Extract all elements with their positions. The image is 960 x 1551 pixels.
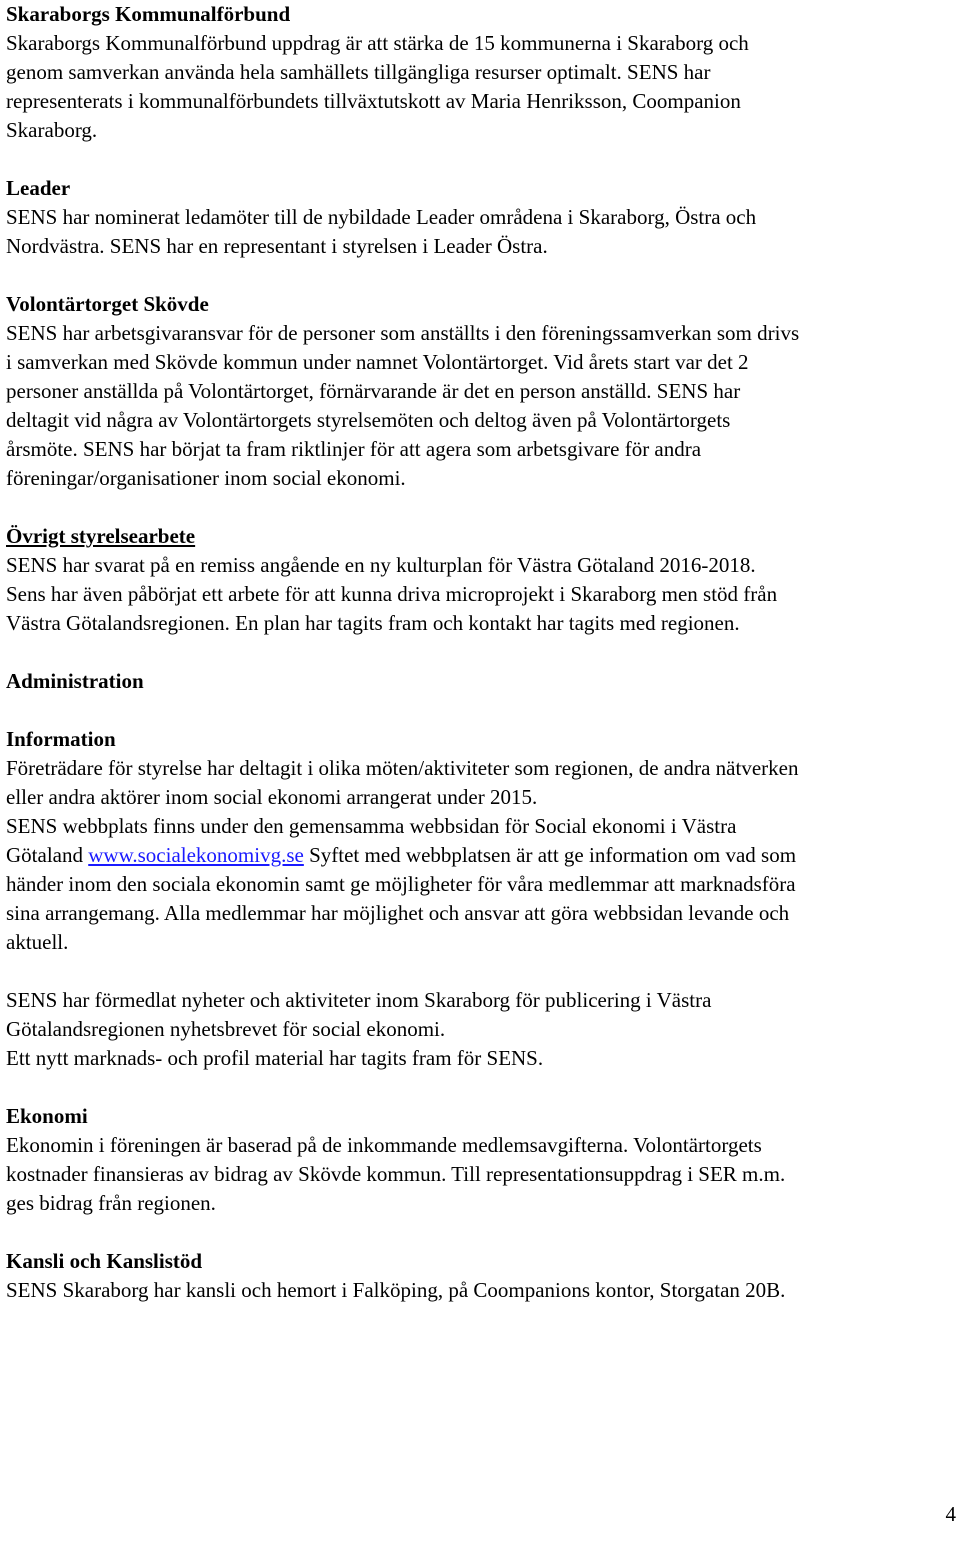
paragraph	[6, 754, 958, 957]
paragraph	[6, 1131, 958, 1218]
paragraph	[6, 551, 958, 638]
text-line: Skaraborg.	[6, 118, 98, 142]
text-line: ges bidrag från regionen.	[6, 1191, 216, 1215]
text-line: Företrädare för styrelse har deltagit i olika möten/aktiviteter som regionen, de andra nätverken	[6, 756, 799, 780]
spacer	[6, 145, 958, 174]
section-administration	[6, 667, 958, 696]
section-kommunalforbund	[6, 0, 958, 145]
text-line: Västra Götalandsregionen. En plan har tagits fram och kontakt har tagits med regionen.	[6, 611, 740, 635]
section-heading: Administration	[6, 669, 144, 693]
document-page	[6, 0, 958, 1305]
text-line-with-link	[6, 841, 958, 870]
text-line: representerats i kommunalförbundets tillväxtutskott av Maria Henriksson, Coompanion	[6, 89, 741, 113]
page-number: 4	[945, 1502, 956, 1526]
spacer	[6, 638, 958, 667]
spacer	[6, 1073, 958, 1102]
text-line: SENS webbplats finns under den gemensamma webbsidan för Social ekonomi i Västra	[6, 814, 737, 838]
section-heading: Information	[6, 727, 116, 751]
section-heading: Övrigt styrelsearbete	[6, 524, 196, 548]
section-heading: Volontärtorget Skövde	[6, 292, 209, 316]
paragraph	[6, 29, 958, 145]
text-line: personer anställda på Volontärtorget, förnärvarande är det en person anställd. SENS har	[6, 379, 741, 403]
text-line: Götalandsregionen nyhetsbrevet för social ekonomi.	[6, 1017, 446, 1041]
text-line: SENS Skaraborg har kansli och hemort i Falköping, på Coompanions kontor, Storgatan 20B.	[6, 1278, 786, 1302]
section-ekonomi	[6, 1102, 958, 1218]
text-line: Ekonomin i föreningen är baserad på de inkommande medlemsavgifterna. Volontärtorgets	[6, 1133, 762, 1157]
paragraph	[6, 203, 958, 261]
spacer	[6, 696, 958, 725]
text-line: eller andra aktörer inom social ekonomi arrangerat under 2015.	[6, 785, 538, 809]
text-line: SENS har svarat på en remiss angående en ny kulturplan för Västra Götaland 2016-2018.	[6, 553, 756, 577]
spacer	[6, 493, 958, 522]
section-information	[6, 725, 958, 1073]
text-line: Sens har även påbörjat ett arbete för att kunna driva microprojekt i Skaraborg men stöd från	[6, 582, 778, 606]
text-line: deltagit vid några av Volontärtorgets styrelsemöten och deltog även på Volontärtorgets	[6, 408, 731, 432]
text-line: Nordvästra. SENS har en representant i styrelsen i Leader Östra.	[6, 234, 548, 258]
section-heading: Ekonomi	[6, 1104, 88, 1128]
section-ovrigt-styrelsearbete	[6, 522, 958, 638]
section-leader	[6, 174, 958, 261]
section-heading: Leader	[6, 176, 71, 200]
text-line: genom samverkan använda hela samhällets tillgängliga resurser optimalt. SENS har	[6, 60, 711, 84]
text-line: SENS har nominerat ledamöter till de nybildade Leader områdena i Skaraborg, Östra och	[6, 205, 757, 229]
text-line: SENS har arbetsgivaransvar för de personer som anställts i den föreningssamverkan som drivs	[6, 321, 800, 345]
text-line: SENS har förmedlat nyheter och aktiviteter inom Skaraborg för publicering i Västra	[6, 988, 712, 1012]
spacer	[6, 957, 958, 986]
paragraph	[6, 986, 958, 1073]
spacer	[6, 1218, 958, 1247]
section-heading: Skaraborgs Kommunalförbund	[6, 2, 291, 26]
text-line: sina arrangemang. Alla medlemmar har möjlighet och ansvar att göra webbsidan levande och	[6, 901, 790, 925]
text-line: föreningar/organisationer inom social ekonomi.	[6, 466, 406, 490]
text-line: Ett nytt marknads- och profil material har tagits fram för SENS.	[6, 1046, 544, 1070]
section-volontartorget	[6, 290, 958, 493]
text-line: kostnader finansieras av bidrag av Skövde kommun. Till representationsuppdrag i SER m.m.	[6, 1162, 786, 1186]
text-line: aktuell.	[6, 930, 69, 954]
paragraph	[6, 319, 958, 493]
spacer	[6, 261, 958, 290]
section-kansli	[6, 1247, 958, 1305]
text-line: händer inom den sociala ekonomin samt ge möjligheter för våra medlemmar att marknadsföra	[6, 872, 796, 896]
text-line: i samverkan med Skövde kommun under namnet Volontärtorget. Vid årets start var det 2	[6, 350, 749, 374]
text-span: Syftet med webbplatsen är att ge information om vad som	[303, 843, 797, 867]
paragraph	[6, 1276, 958, 1305]
text-span: Götaland	[6, 843, 89, 867]
text-line: årsmöte. SENS har börjat ta fram riktlinjer för att agera som arbetsgivare för andra	[6, 437, 702, 461]
section-heading: Kansli och Kanslistöd	[6, 1249, 203, 1273]
text-line: Skaraborgs Kommunalförbund uppdrag är att stärka de 15 kommunerna i Skaraborg och	[6, 31, 749, 55]
website-link[interactable]: www.socialekonomivg.se	[88, 843, 304, 867]
